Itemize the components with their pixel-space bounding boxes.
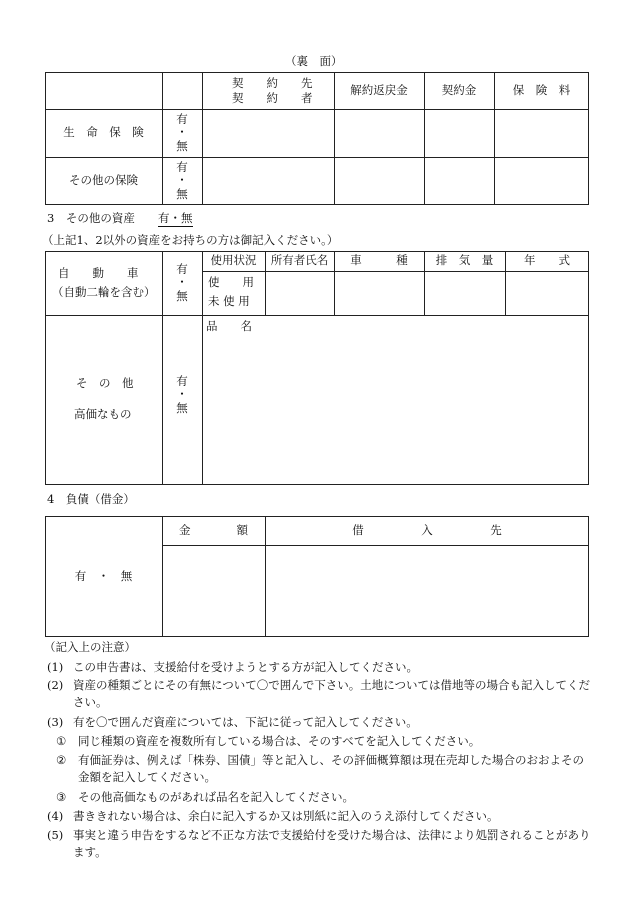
column-header-model-year: 年 式: [524, 253, 570, 268]
note-subitem-2: ② 有価証券は、例えば「株券、国債」等と記入し、その評価概算額は現在売却した場合のおおよその金額を記入してください。: [56, 753, 584, 784]
row-label-valuables: そ の 他: [76, 376, 134, 390]
column-header-usage-status: 使用状況: [210, 253, 257, 268]
row-label-car-note: （自動二輪を含む）: [52, 285, 156, 299]
note-item-2: (2) 資産の種類ごとにその有無について〇で囲んで下さい。土地については借地等の場合も記入してください。: [47, 678, 591, 709]
section-3-note: （上記1、2以外の資産をお持ちの方は御記入ください。）: [42, 233, 339, 247]
column-header-owner-name: 所有者氏名: [270, 253, 329, 268]
row-label-car: 自 動 車: [58, 266, 139, 280]
column-header-car-model: 車 種: [350, 253, 408, 268]
section-3-title: 3 その他の資産: [47, 211, 135, 225]
note-item-4: (4) 書ききれない場合は、余白に記入するか又は別紙に記入のうえ添付してください。: [47, 809, 499, 823]
column-header-premium: 保 険 料: [512, 82, 571, 97]
presence-choice-life-insurance[interactable]: 有 ・ 無: [176, 112, 188, 153]
column-header-contract-party: 契 約 先: [232, 76, 313, 90]
note-subitem-3: ③ その他高価なものがあれば品名を記入してください。: [56, 790, 354, 804]
usage-option-in-use[interactable]: 使 用: [208, 275, 254, 289]
note-item-5: (5) 事実と違う申告をするなど不正な方法で支援給付を受けた場合は、法律により処罰されることがあります。: [47, 828, 591, 859]
note-item-1: (1) この申告書は、支援給付を受けようとする方が記入してください。: [47, 660, 418, 674]
notes-heading: （記入上の注意）: [44, 640, 136, 654]
row-label-valuables-note: 高価なもの: [74, 407, 132, 421]
presence-choice-debt[interactable]: 有 ・ 無: [74, 568, 133, 583]
column-header-amount: 金 額: [179, 522, 248, 537]
section-4-title: 4 負債（借金）: [47, 492, 135, 506]
row-label-life-insurance: 生 命 保 険: [63, 125, 144, 140]
column-header-surrender-value: 解約返戻金: [350, 82, 408, 97]
item-name-label: 品 名: [206, 319, 252, 333]
page-side-label: （裏 面）: [285, 54, 343, 68]
row-label-other-insurance: その他の保険: [69, 173, 138, 188]
column-header-lender: 借 入 先: [352, 522, 502, 537]
section-3-presence-choice[interactable]: 有・無: [158, 211, 193, 225]
note-item-3: (3) 有を〇で囲んだ資産については、下記に従って記入してください。: [47, 715, 418, 729]
presence-choice-valuables[interactable]: 有 ・ 無: [176, 374, 188, 415]
presence-choice-car[interactable]: 有 ・ 無: [176, 262, 188, 303]
column-header-contract-amount: 契約金: [441, 82, 477, 97]
usage-option-unused[interactable]: 未 使 用: [208, 294, 250, 308]
column-header-displacement: 排 気 量: [435, 253, 494, 268]
presence-choice-other-insurance[interactable]: 有 ・ 無: [176, 160, 188, 201]
note-subitem-1: ① 同じ種類の資産を複数所有している場合は、そのすべてを記入してください。: [56, 734, 481, 748]
column-header-contractor: 契 約 者: [232, 91, 313, 105]
